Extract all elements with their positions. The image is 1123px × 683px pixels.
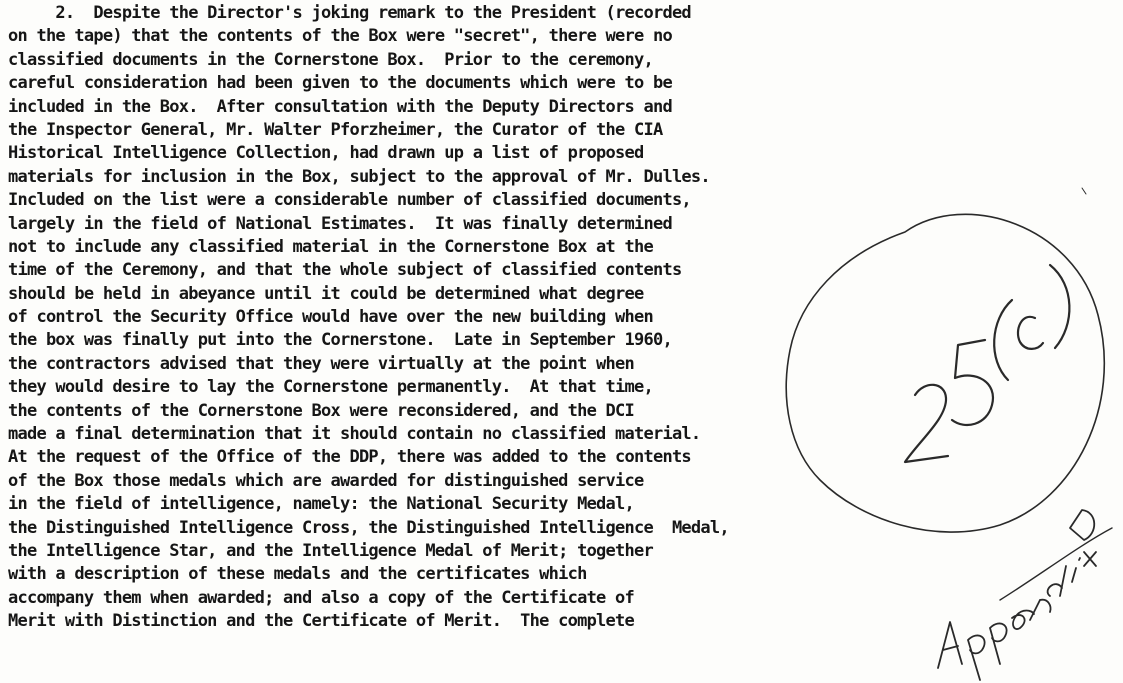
text-line: the Intelligence Star, and the Intelligence Medal of Merit; together <box>8 540 653 561</box>
text-line: not to include any classified material in the Cornerstone Box at the <box>8 236 653 257</box>
text-line: included in the Box. After consultation with the Deputy Directors and <box>8 96 672 117</box>
text-line: time of the Ceremony, and that the whole subject of classified contents <box>8 260 682 281</box>
text-line: with a description of these medals and the certificates which <box>8 564 587 585</box>
text-line: 2. Despite the Director's joking remark to the President (recorded <box>8 3 691 23</box>
text-line: should be held in abeyance until it could be determined what degree <box>8 283 644 304</box>
text-line: of the Box those medals which are awarded for distinguished service <box>8 470 644 491</box>
text-line: accompany them when awarded; and also a copy of the Certificate of <box>8 587 635 608</box>
text-line: Included on the list were a considerable number of classified documents, <box>8 190 691 211</box>
text-line: the Inspector General, Mr. Walter Pforzheimer, the Curator of the CIA <box>8 119 663 140</box>
text-line: in the field of intelligence, namely: the National Security Medal, <box>8 494 635 515</box>
body-text <box>8 2 1008 634</box>
text-line: classified documents in the Cornerstone Box. Prior to the ceremony, <box>8 49 653 70</box>
text-line: of control the Security Office would have over the new building when <box>8 307 653 328</box>
text-line: the Distinguished Intelligence Cross, the Distinguished Intelligence Medal, <box>8 517 729 538</box>
text-line: Merit with Distinction and the Certificate of Merit. The complete <box>8 611 635 632</box>
text-line: Historical Intelligence Collection, had drawn up a list of proposed <box>8 143 644 164</box>
text-line: careful consideration had been given to the documents which were to be <box>8 73 672 94</box>
text-line: largely in the field of National Estimates. It was finally determined <box>8 213 672 234</box>
text-line: At the request of the Office of the DDP, there was added to the contents <box>8 447 691 468</box>
text-line: the contents of the Cornerstone Box were reconsidered, and the DCI <box>8 400 635 421</box>
text-line: the contractors advised that they were virtually at the point when <box>8 353 635 374</box>
text-line: materials for inclusion in the Box, subject to the approval of Mr. Dulles. <box>8 166 710 187</box>
handwritten-tail <box>1000 528 1112 600</box>
text-line: on the tape) that the contents of the Box were "secret", there were no <box>8 26 672 47</box>
text-line: the box was finally put into the Cornerstone. Late in September 1960, <box>8 330 672 351</box>
stray-mark <box>1082 188 1086 194</box>
text-line: they would desire to lay the Cornerstone permanently. At that time, <box>8 377 653 398</box>
text-line: made a final determination that it should contain no classified material. <box>8 424 701 445</box>
